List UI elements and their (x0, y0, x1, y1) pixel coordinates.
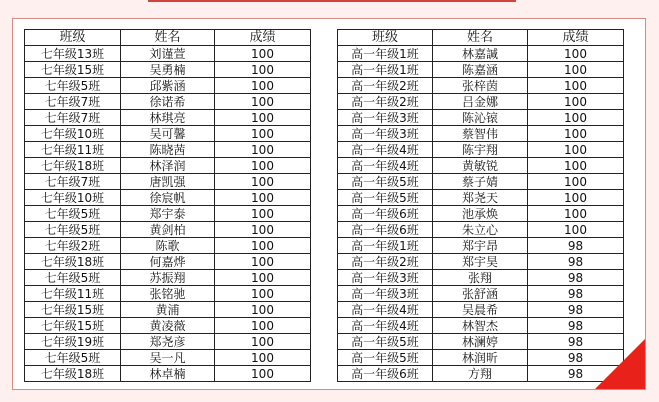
table-row (25, 110, 311, 126)
cell-class: 高一年级5班 (338, 350, 433, 366)
cell-name: 张舒涵 (433, 286, 528, 302)
table-row (25, 222, 311, 238)
cell-score: 100 (215, 222, 311, 238)
cell-class: 高一年级5班 (338, 334, 433, 350)
cell-class: 高一年级4班 (338, 318, 433, 334)
cell-score: 100 (528, 62, 624, 78)
cell-class: 七年级5班 (25, 78, 121, 94)
cell-score: 98 (528, 254, 624, 270)
cell-score: 100 (528, 174, 624, 190)
header-name: 姓名 (121, 30, 215, 46)
cell-name: 张铭驰 (121, 286, 215, 302)
cell-class: 高一年级4班 (338, 158, 433, 174)
cell-score: 100 (215, 286, 311, 302)
cell-class: 七年级10班 (25, 190, 121, 206)
cell-score: 100 (528, 46, 624, 62)
table-row (338, 174, 624, 190)
cell-class: 高一年级3班 (338, 286, 433, 302)
table-row (338, 158, 624, 174)
cell-name: 林卓楠 (121, 366, 215, 382)
cell-score: 100 (215, 254, 311, 270)
cell-class: 七年级7班 (25, 174, 121, 190)
cell-name: 郑宇昊 (433, 254, 528, 270)
table-row (25, 158, 311, 174)
cell-name: 池承焕 (433, 206, 528, 222)
cell-class: 七年级5班 (25, 350, 121, 366)
cell-score: 100 (528, 190, 624, 206)
score-table-right (337, 29, 624, 382)
cell-name: 林润昕 (433, 350, 528, 366)
cell-class: 高一年级4班 (338, 302, 433, 318)
table-row (25, 286, 311, 302)
cell-class: 高一年级6班 (338, 206, 433, 222)
table-row (338, 366, 624, 382)
cell-name: 张翔 (433, 270, 528, 286)
cell-name: 刘谨萱 (121, 46, 215, 62)
table-row (25, 174, 311, 190)
cell-name: 徐宸帆 (121, 190, 215, 206)
cell-score: 100 (215, 142, 311, 158)
cell-score: 100 (215, 62, 311, 78)
cell-class: 七年级5班 (25, 222, 121, 238)
cell-class: 高一年级5班 (338, 190, 433, 206)
cell-score: 100 (215, 206, 311, 222)
table-row (25, 126, 311, 142)
cell-score: 100 (215, 46, 311, 62)
table-row (25, 206, 311, 222)
table-row (25, 238, 311, 254)
cell-score: 100 (528, 110, 624, 126)
cell-class: 七年级7班 (25, 110, 121, 126)
table-row (338, 302, 624, 318)
table-row (25, 334, 311, 350)
cell-name: 吴勇楠 (121, 62, 215, 78)
cell-name: 郑尧天 (433, 190, 528, 206)
cell-name: 林泽润 (121, 158, 215, 174)
cell-class: 七年级7班 (25, 94, 121, 110)
cell-score: 100 (528, 142, 624, 158)
table-row (338, 78, 624, 94)
cell-name: 黄敏锐 (433, 158, 528, 174)
table-row (25, 254, 311, 270)
cell-score: 98 (528, 238, 624, 254)
cell-score: 100 (215, 334, 311, 350)
cell-score: 98 (528, 318, 624, 334)
cell-name: 徐诺希 (121, 94, 215, 110)
top-accent-line (148, 0, 516, 2)
table-row (338, 318, 624, 334)
cell-name: 蔡智伟 (433, 126, 528, 142)
cell-score: 98 (528, 302, 624, 318)
table-row (25, 190, 311, 206)
cell-name: 何嘉烨 (121, 254, 215, 270)
cell-score: 100 (215, 174, 311, 190)
cell-class: 七年级11班 (25, 286, 121, 302)
cell-class: 高一年级3班 (338, 126, 433, 142)
table-row (338, 142, 624, 158)
cell-name: 黄剑柏 (121, 222, 215, 238)
cell-name: 唐凯强 (121, 174, 215, 190)
table-row (338, 46, 624, 62)
cell-class: 高一年级6班 (338, 366, 433, 382)
score-table-left (24, 29, 311, 382)
cell-class: 七年级10班 (25, 126, 121, 142)
table-row (338, 334, 624, 350)
table-row (338, 238, 624, 254)
cell-score: 100 (215, 94, 311, 110)
header-class: 班级 (338, 30, 433, 46)
cell-class: 高一年级2班 (338, 94, 433, 110)
cell-name: 吴晨希 (433, 302, 528, 318)
cell-score: 100 (215, 190, 311, 206)
cell-name: 陈嘉涵 (433, 62, 528, 78)
cell-name: 邱紫涵 (121, 78, 215, 94)
score-list-frame (12, 18, 646, 390)
cell-class: 高一年级3班 (338, 270, 433, 286)
cell-name: 陈歌 (121, 238, 215, 254)
cell-name: 张梓茵 (433, 78, 528, 94)
cell-class: 高一年级4班 (338, 142, 433, 158)
cell-class: 高一年级6班 (338, 222, 433, 238)
table-row (25, 302, 311, 318)
cell-name: 黄凌薇 (121, 318, 215, 334)
cell-name: 林嘉諴 (433, 46, 528, 62)
table-row (25, 366, 311, 382)
table-row (338, 254, 624, 270)
table-header-row (338, 30, 624, 46)
cell-name: 蔡子婧 (433, 174, 528, 190)
table-row (338, 126, 624, 142)
table-row (25, 350, 311, 366)
cell-score: 100 (215, 302, 311, 318)
cell-score: 100 (528, 158, 624, 174)
cell-class: 高一年级1班 (338, 238, 433, 254)
cell-score: 100 (215, 78, 311, 94)
cell-score: 100 (215, 318, 311, 334)
cell-class: 高一年级5班 (338, 174, 433, 190)
cell-score: 98 (528, 334, 624, 350)
cell-score: 100 (528, 78, 624, 94)
table-row (338, 94, 624, 110)
cell-score: 100 (215, 158, 311, 174)
table-row (25, 142, 311, 158)
cell-name: 吴可馨 (121, 126, 215, 142)
cell-name: 郑宇昂 (433, 238, 528, 254)
table-row (338, 110, 624, 126)
table-row (338, 206, 624, 222)
cell-class: 七年级18班 (25, 158, 121, 174)
cell-name: 朱立心 (433, 222, 528, 238)
cell-score: 100 (528, 126, 624, 142)
cell-class: 七年级13班 (25, 46, 121, 62)
cell-score: 100 (528, 206, 624, 222)
cell-score: 100 (215, 270, 311, 286)
table-row (338, 286, 624, 302)
cell-name: 吴一凡 (121, 350, 215, 366)
cell-class: 七年级19班 (25, 334, 121, 350)
header-score: 成绩 (528, 30, 624, 46)
cell-class: 七年级2班 (25, 238, 121, 254)
cell-score: 98 (528, 270, 624, 286)
header-score: 成绩 (215, 30, 311, 46)
cell-name: 陈宇翔 (433, 142, 528, 158)
cell-name: 陈沁锿 (433, 110, 528, 126)
cell-score: 100 (215, 126, 311, 142)
table-row (338, 270, 624, 286)
cell-class: 七年级11班 (25, 142, 121, 158)
cell-class: 高一年级2班 (338, 254, 433, 270)
cell-class: 七年级18班 (25, 254, 121, 270)
cell-class: 七年级5班 (25, 270, 121, 286)
table-row (338, 190, 624, 206)
cell-name: 林澜婷 (433, 334, 528, 350)
cell-score: 98 (528, 350, 624, 366)
cell-class: 高一年级2班 (338, 78, 433, 94)
table-row (338, 222, 624, 238)
cell-score: 98 (528, 286, 624, 302)
table-row (25, 94, 311, 110)
cell-class: 高一年级1班 (338, 46, 433, 62)
cell-score: 100 (528, 222, 624, 238)
table-row (25, 270, 311, 286)
table-row (25, 78, 311, 94)
cell-class: 高一年级1班 (338, 62, 433, 78)
table-row (338, 62, 624, 78)
cell-name: 吕金娜 (433, 94, 528, 110)
header-class: 班级 (25, 30, 121, 46)
cell-name: 黄浦 (121, 302, 215, 318)
table-header-row (25, 30, 311, 46)
cell-score: 100 (215, 110, 311, 126)
table-row (25, 46, 311, 62)
cell-name: 郑尧彦 (121, 334, 215, 350)
cell-score: 100 (215, 350, 311, 366)
cell-name: 陈晓茜 (121, 142, 215, 158)
corner-decoration (595, 339, 645, 389)
cell-class: 七年级15班 (25, 318, 121, 334)
cell-class: 七年级5班 (25, 206, 121, 222)
cell-class: 七年级18班 (25, 366, 121, 382)
cell-score: 98 (528, 366, 624, 382)
cell-score: 100 (215, 366, 311, 382)
cell-class: 高一年级3班 (338, 110, 433, 126)
table-row (25, 62, 311, 78)
cell-class: 七年级15班 (25, 62, 121, 78)
cell-name: 郑宇泰 (121, 206, 215, 222)
header-name: 姓名 (433, 30, 528, 46)
cell-name: 方翔 (433, 366, 528, 382)
cell-score: 100 (528, 94, 624, 110)
cell-name: 林琪亮 (121, 110, 215, 126)
table-row (338, 350, 624, 366)
cell-name: 苏振翔 (121, 270, 215, 286)
cell-name: 林智杰 (433, 318, 528, 334)
cell-class: 七年级15班 (25, 302, 121, 318)
cell-score: 100 (215, 238, 311, 254)
table-row (25, 318, 311, 334)
